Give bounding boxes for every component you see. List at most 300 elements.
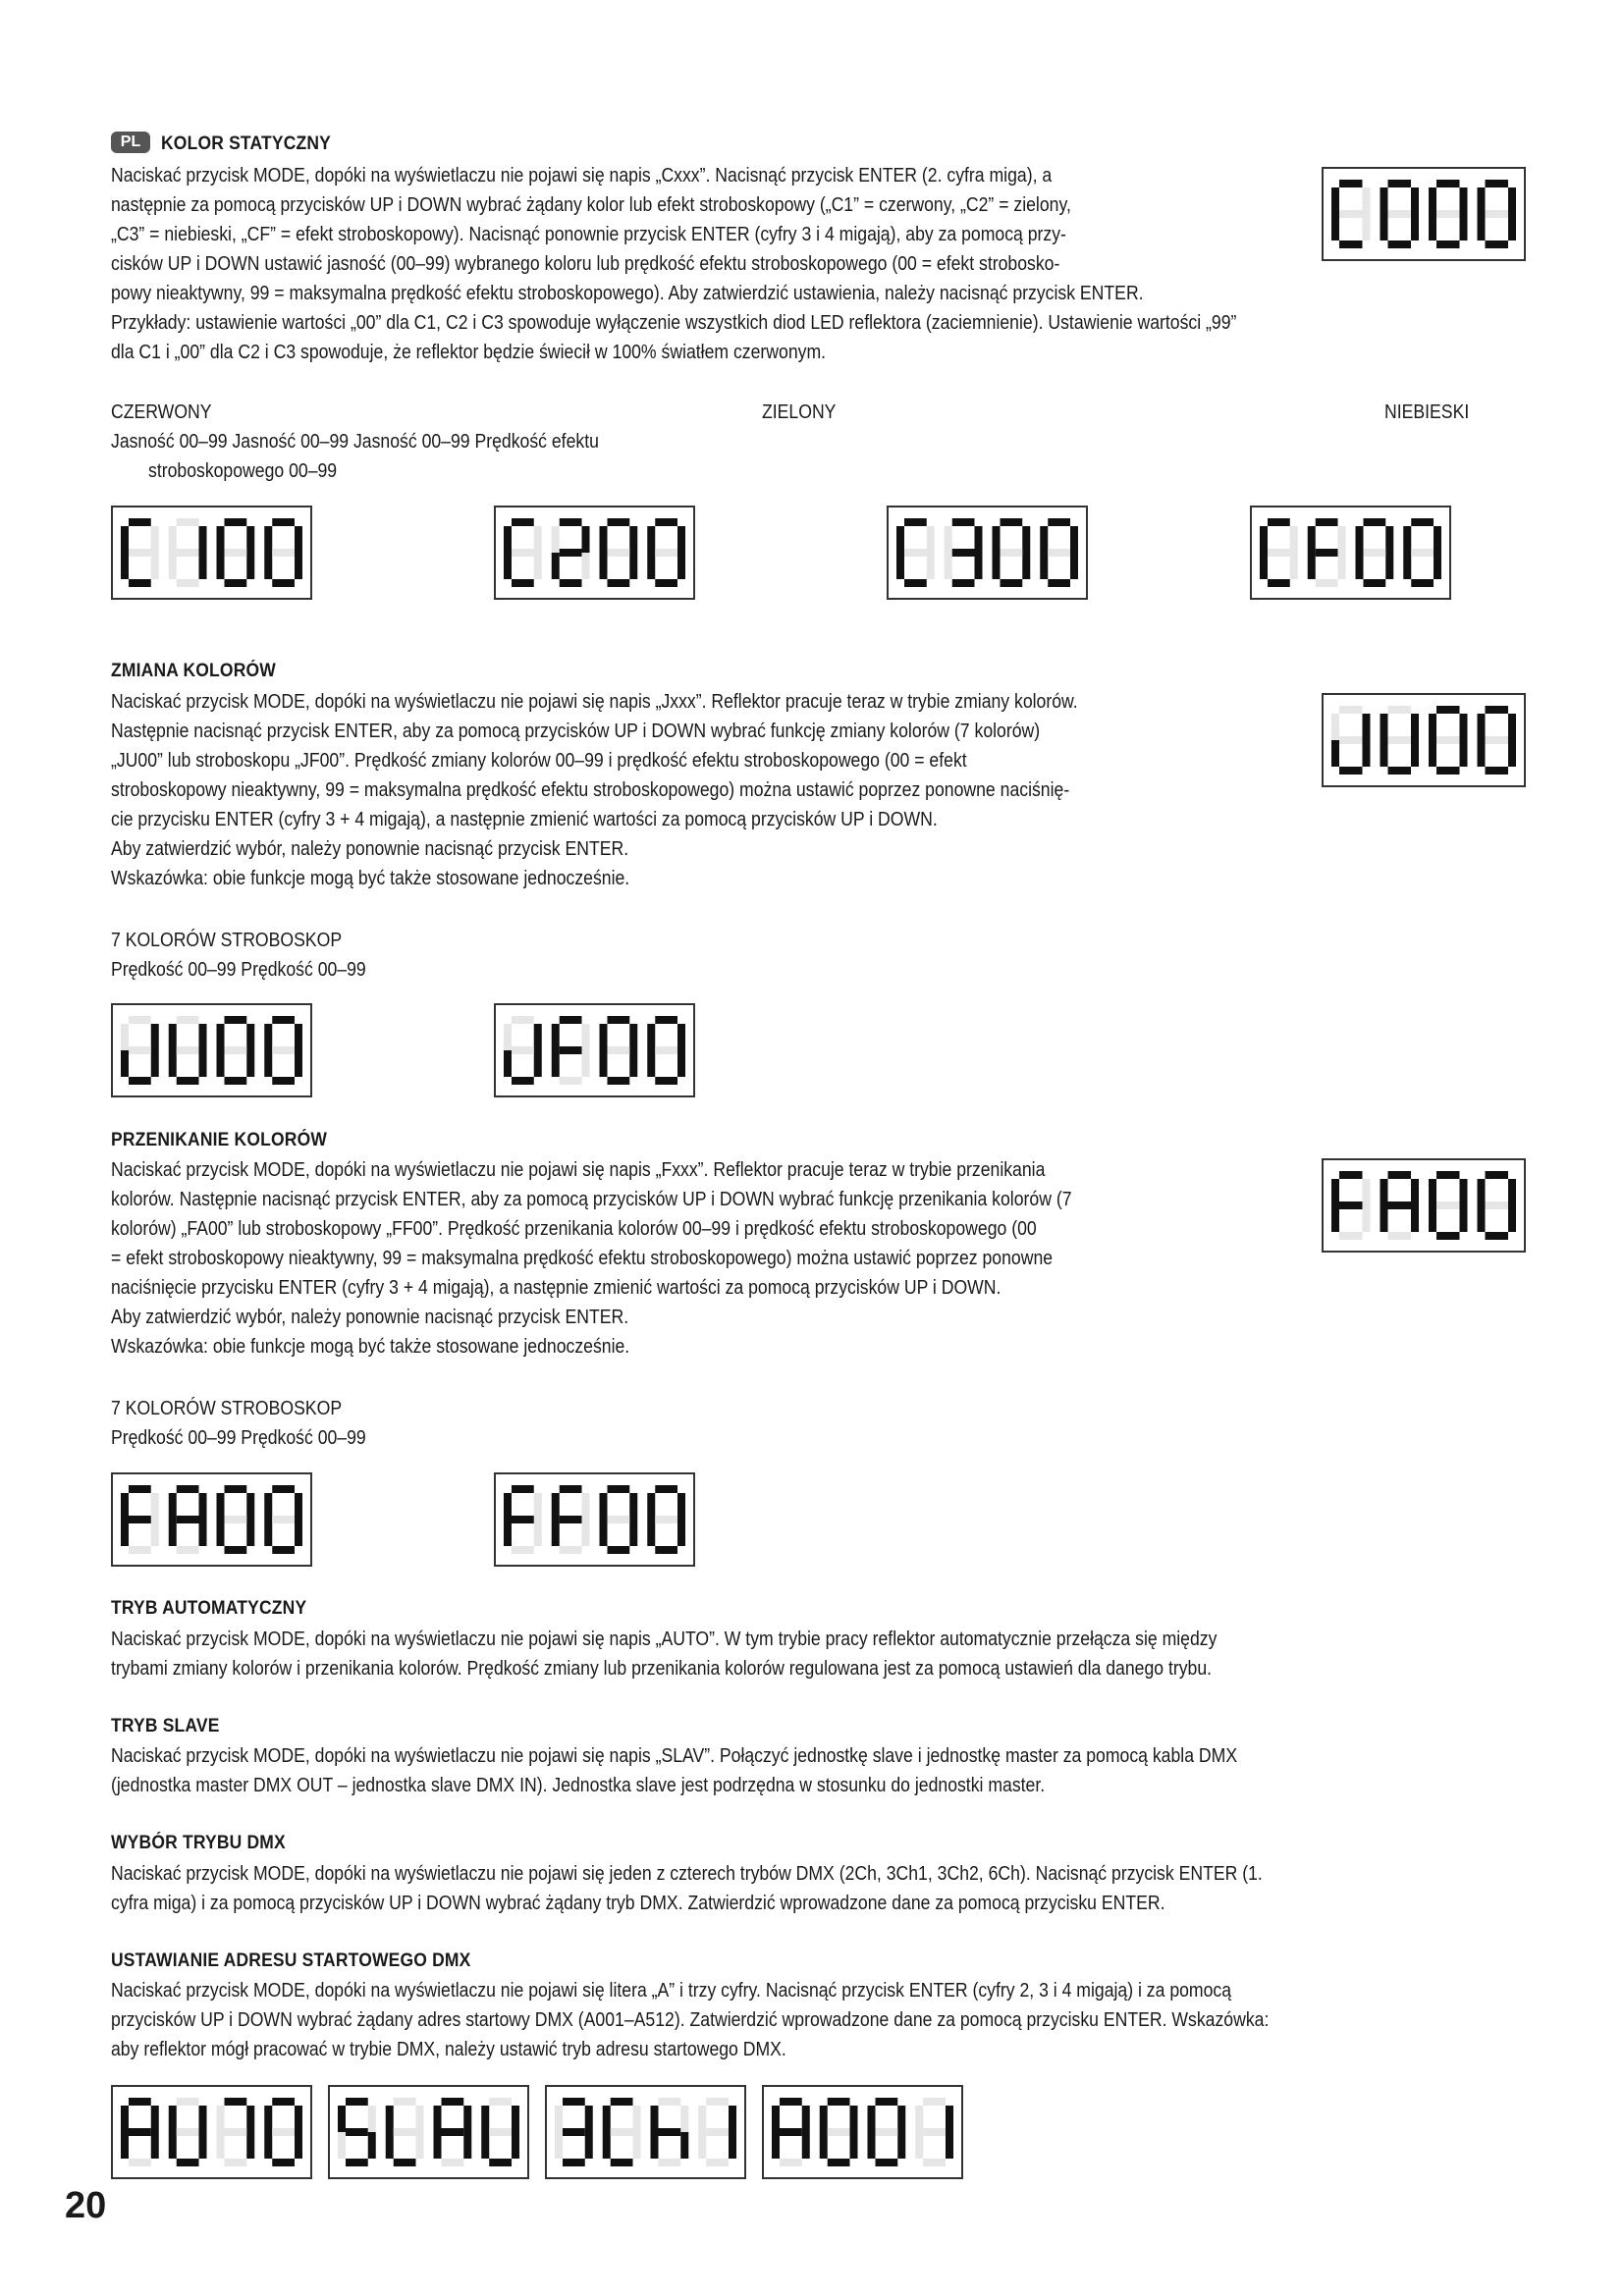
segment-f bbox=[1040, 526, 1048, 553]
label-przenikanie-speeds: Prędkość 00–99 Prędkość 00–99 bbox=[111, 1426, 366, 1449]
segment-e bbox=[264, 1520, 272, 1546]
segment-d bbox=[394, 2159, 416, 2166]
segment-f bbox=[1429, 187, 1436, 214]
segment-g bbox=[272, 549, 295, 557]
segment-c bbox=[633, 2132, 641, 2159]
segment-e bbox=[121, 1520, 129, 1546]
lcd-display-cf00 bbox=[1250, 506, 1451, 600]
lcd-digit bbox=[121, 2098, 159, 2166]
segment-a bbox=[655, 1485, 677, 1493]
segment-e bbox=[552, 1050, 560, 1077]
segment-e bbox=[945, 553, 952, 579]
segment-d bbox=[611, 2159, 633, 2166]
segment-a bbox=[225, 2098, 247, 2106]
lcd-digit bbox=[121, 1485, 159, 1554]
segment-f bbox=[1331, 1179, 1339, 1205]
segment-g bbox=[1388, 1201, 1412, 1209]
segment-c bbox=[582, 1050, 590, 1077]
segment-d bbox=[1486, 767, 1509, 774]
lcd-digit bbox=[820, 2098, 858, 2166]
segment-g bbox=[1436, 736, 1460, 744]
segment-g bbox=[225, 1516, 247, 1523]
segment-c bbox=[246, 1520, 254, 1546]
lcd-digit bbox=[600, 1485, 638, 1554]
segment-g bbox=[1316, 549, 1338, 557]
segment-d bbox=[177, 1546, 199, 1554]
segment-c bbox=[416, 2132, 424, 2159]
segment-g bbox=[1388, 210, 1412, 218]
segment-b bbox=[199, 1493, 207, 1520]
segment-g bbox=[1486, 1201, 1509, 1209]
segment-a bbox=[904, 518, 927, 526]
segment-e bbox=[121, 2132, 129, 2159]
segment-d bbox=[904, 579, 927, 587]
segment-b bbox=[199, 1024, 207, 1050]
segment-d bbox=[442, 2159, 464, 2166]
segment-d bbox=[177, 579, 199, 587]
segment-f bbox=[1478, 1179, 1486, 1205]
segment-b bbox=[1508, 714, 1516, 740]
label-niebieski: NIEBIESKI bbox=[1384, 400, 1470, 423]
segment-g bbox=[1364, 549, 1386, 557]
segment-a bbox=[442, 2098, 464, 2106]
segment-f bbox=[264, 1493, 272, 1520]
segment-f bbox=[772, 2106, 780, 2132]
segment-c bbox=[677, 1050, 685, 1077]
label-zielony: ZIELONY bbox=[762, 400, 837, 423]
segment-g bbox=[394, 2128, 416, 2136]
segment-e bbox=[772, 2132, 780, 2159]
segment-a bbox=[177, 1485, 199, 1493]
segment-e bbox=[1429, 214, 1436, 240]
segment-b bbox=[1363, 187, 1371, 214]
lcd-digit bbox=[169, 1485, 207, 1554]
segment-f bbox=[217, 1024, 225, 1050]
segment-a bbox=[512, 1016, 534, 1024]
lcd-digit bbox=[338, 2098, 376, 2166]
segment-d bbox=[272, 1077, 295, 1085]
segment-b bbox=[512, 2106, 519, 2132]
segment-b bbox=[1460, 714, 1468, 740]
segment-c bbox=[295, 2132, 302, 2159]
section-title-auto: TRYB AUTOMATYCZNY bbox=[111, 1598, 307, 1619]
segment-f bbox=[1308, 526, 1316, 553]
segment-c bbox=[629, 553, 637, 579]
segment-b bbox=[246, 2106, 254, 2132]
lcd-digit bbox=[1429, 1171, 1468, 1240]
text-line: = efekt stroboskopowy nieaktywny, 99 = maksymalna prędkość efektu stroboskopowego) można ustawić poprzez ponowne bbox=[111, 1247, 1054, 1269]
segment-f bbox=[504, 1493, 512, 1520]
lcd-digits bbox=[1252, 507, 1449, 598]
segment-f bbox=[504, 526, 512, 553]
segment-f bbox=[169, 2106, 177, 2132]
segment-d bbox=[272, 1546, 295, 1554]
text-line: Naciskać przycisk MODE, dopóki na wyświetlaczu nie pojawi się jeden z czterech trybów DMX (2Ch, 3Ch1, 3Ch2, 6Ch). Nacisnąć przycisk ENTER (1. bbox=[111, 1862, 1263, 1885]
segment-d bbox=[1339, 240, 1363, 248]
segment-f bbox=[651, 2106, 659, 2132]
segment-a bbox=[1268, 518, 1290, 526]
lcd-digit bbox=[1403, 518, 1441, 587]
text-line: Naciskać przycisk MODE, dopóki na wyświetlaczu nie pojawi się napis „AUTO”. W tym trybie pracy reflektor automatycznie przełącza się między bbox=[111, 1628, 1218, 1650]
lcd-digit bbox=[647, 1485, 685, 1554]
segment-g bbox=[512, 549, 534, 557]
section-title-kolor: KOLOR STATYCZNY bbox=[161, 133, 332, 154]
lcd-display-zmiana-header bbox=[1322, 693, 1526, 787]
lcd-digits bbox=[764, 2087, 961, 2177]
section-title-zmiana: ZMIANA KOLORÓW bbox=[111, 661, 276, 681]
segment-e bbox=[386, 2132, 394, 2159]
segment-f bbox=[1331, 187, 1339, 214]
segment-c bbox=[1508, 740, 1516, 767]
segment-g bbox=[608, 1046, 630, 1054]
lcd-digit bbox=[217, 1485, 255, 1554]
lcd-display-3ch1 bbox=[545, 2085, 746, 2179]
segment-e bbox=[915, 2132, 923, 2159]
segment-b bbox=[199, 2106, 207, 2132]
lcd-digit bbox=[1478, 180, 1517, 248]
segment-d bbox=[129, 579, 151, 587]
segment-g bbox=[560, 1516, 582, 1523]
segment-g bbox=[512, 1046, 534, 1054]
segment-c bbox=[677, 553, 685, 579]
segment-d bbox=[608, 1546, 630, 1554]
segment-b bbox=[677, 1024, 685, 1050]
lcd-digit bbox=[264, 518, 302, 587]
segment-e bbox=[896, 553, 904, 579]
segment-f bbox=[121, 1493, 129, 1520]
segment-d bbox=[1316, 579, 1338, 587]
segment-a bbox=[563, 2098, 585, 2106]
segment-d bbox=[346, 2159, 368, 2166]
segment-b bbox=[585, 2106, 593, 2132]
lcd-digit bbox=[552, 1016, 590, 1085]
segment-f bbox=[264, 2106, 272, 2132]
lcd-digit bbox=[647, 518, 685, 587]
segment-b bbox=[582, 526, 590, 553]
segment-e bbox=[651, 2132, 659, 2159]
segment-c bbox=[463, 2132, 471, 2159]
segment-d bbox=[225, 579, 247, 587]
segment-d bbox=[1388, 240, 1412, 248]
segment-d bbox=[512, 579, 534, 587]
segment-d bbox=[512, 1077, 534, 1085]
segment-b bbox=[1385, 526, 1393, 553]
segment-a bbox=[1388, 706, 1412, 714]
label-jasnosc-row: Jasność 00–99 Jasność 00–99 Jasność 00–99 Prędkość efektu bbox=[111, 430, 599, 453]
segment-e bbox=[481, 2132, 489, 2159]
lcd-digit bbox=[600, 1016, 638, 1085]
segment-e bbox=[993, 553, 1001, 579]
segment-g bbox=[1048, 549, 1070, 557]
segment-c bbox=[677, 1520, 685, 1546]
segment-g bbox=[1486, 210, 1509, 218]
lcd-digit bbox=[386, 2098, 424, 2166]
segment-g bbox=[608, 1516, 630, 1523]
segment-g bbox=[129, 549, 151, 557]
segment-b bbox=[927, 526, 935, 553]
segment-c bbox=[1022, 553, 1030, 579]
segment-d bbox=[780, 2159, 802, 2166]
segment-b bbox=[1411, 1179, 1419, 1205]
segment-f bbox=[647, 1024, 655, 1050]
segment-a bbox=[1339, 1171, 1363, 1179]
lcd-digit bbox=[1331, 706, 1371, 774]
segment-f bbox=[945, 526, 952, 553]
lcd-display-auto bbox=[111, 2085, 312, 2179]
segment-f bbox=[552, 1493, 560, 1520]
segment-b bbox=[295, 1024, 302, 1050]
segment-e bbox=[1260, 553, 1268, 579]
segment-g bbox=[177, 2128, 199, 2136]
segment-e bbox=[434, 2132, 442, 2159]
segment-g bbox=[560, 1046, 582, 1054]
segment-b bbox=[729, 2106, 736, 2132]
text-line: Następnie nacisnąć przycisk ENTER, aby za pomocą przycisków UP i DOWN wybrać funkcję zmiany kolorów (7 kolorów) bbox=[111, 720, 1041, 742]
section-title-slave: TRYB SLAVE bbox=[111, 1716, 220, 1736]
segment-a bbox=[1388, 180, 1412, 187]
segment-b bbox=[295, 526, 302, 553]
segment-b bbox=[1434, 526, 1441, 553]
segment-a bbox=[512, 1485, 534, 1493]
segment-g bbox=[1268, 549, 1290, 557]
segment-f bbox=[169, 526, 177, 553]
lcd-digit bbox=[600, 518, 638, 587]
segment-f bbox=[1429, 1179, 1436, 1205]
lcd-digit bbox=[504, 518, 542, 587]
segment-g bbox=[1436, 1201, 1460, 1209]
segment-f bbox=[217, 1493, 225, 1520]
segment-a bbox=[272, 1016, 295, 1024]
text-line: trybami zmiany kolorów i przenikania kolorów. Prędkość zmiany lub przenikania kolorów regulowana jest za pomocą ustawień dla danego trybu. bbox=[111, 1657, 1213, 1680]
segment-b bbox=[151, 1493, 159, 1520]
segment-d bbox=[177, 2159, 199, 2166]
paragraph-adres bbox=[111, 1976, 1269, 2064]
lcd-digits bbox=[496, 507, 693, 598]
segment-b bbox=[680, 2106, 688, 2132]
lcd-digit bbox=[868, 2098, 906, 2166]
segment-a bbox=[655, 518, 677, 526]
paragraph-dmx bbox=[111, 1859, 1263, 1918]
text-line: powy nieaktywny, 99 = maksymalna prędkość efektu stroboskopowego). Aby zatwierdzić ustawienia, należy nacisnąć przycisk ENTER. bbox=[111, 282, 1144, 304]
segment-d bbox=[1388, 767, 1412, 774]
segment-a bbox=[129, 1485, 151, 1493]
segment-e bbox=[600, 553, 608, 579]
segment-a bbox=[1339, 180, 1363, 187]
segment-d bbox=[272, 2159, 295, 2166]
segment-d bbox=[952, 579, 975, 587]
lcd-digit bbox=[1331, 180, 1371, 248]
segment-a bbox=[129, 2098, 151, 2106]
segment-b bbox=[677, 526, 685, 553]
section-title-adres: USTAWIANIE ADRESU STARTOWEGO DMX bbox=[111, 1950, 471, 1971]
lcd-digit bbox=[1260, 518, 1298, 587]
text-line: Naciskać przycisk MODE, dopóki na wyświetlaczu nie pojawi się napis „Jxxx”. Reflektor pracuje teraz w trybie zmiany kolorów. bbox=[111, 690, 1078, 713]
segment-d bbox=[1001, 579, 1023, 587]
segment-c bbox=[1434, 553, 1441, 579]
lcd-digit bbox=[1380, 706, 1420, 774]
segment-d bbox=[177, 1077, 199, 1085]
lcd-digits bbox=[1324, 695, 1524, 785]
segment-a bbox=[1001, 518, 1023, 526]
segment-d bbox=[655, 1546, 677, 1554]
segment-e bbox=[552, 553, 560, 579]
segment-b bbox=[1460, 187, 1468, 214]
segment-b bbox=[975, 526, 983, 553]
segment-g bbox=[952, 549, 975, 557]
segment-d bbox=[1364, 579, 1386, 587]
segment-b bbox=[629, 526, 637, 553]
segment-c bbox=[850, 2132, 858, 2159]
segment-g bbox=[272, 2128, 295, 2136]
lcd-display-ju00 bbox=[111, 1003, 312, 1097]
segment-f bbox=[434, 2106, 442, 2132]
segment-d bbox=[706, 2159, 729, 2166]
segment-g bbox=[904, 549, 927, 557]
segment-d bbox=[923, 2159, 946, 2166]
segment-b bbox=[897, 2106, 905, 2132]
segment-e bbox=[1356, 553, 1364, 579]
segment-f bbox=[121, 526, 129, 553]
segment-a bbox=[177, 518, 199, 526]
segment-d bbox=[489, 2159, 512, 2166]
label-przenikanie-modes: 7 KOLORÓW STROBOSKOP bbox=[111, 1397, 343, 1419]
segment-d bbox=[1048, 579, 1070, 587]
segment-f bbox=[603, 2106, 611, 2132]
segment-a bbox=[225, 1485, 247, 1493]
segment-c bbox=[295, 553, 302, 579]
segment-b bbox=[629, 1024, 637, 1050]
segment-c bbox=[199, 553, 207, 579]
lcd-display-a001 bbox=[762, 2085, 963, 2179]
lcd-digits bbox=[889, 507, 1086, 598]
segment-g bbox=[1411, 549, 1434, 557]
segment-g bbox=[923, 2128, 946, 2136]
lcd-digit bbox=[217, 518, 255, 587]
segment-e bbox=[647, 553, 655, 579]
segment-c bbox=[585, 2132, 593, 2159]
segment-b bbox=[151, 2106, 159, 2132]
segment-f bbox=[1478, 187, 1486, 214]
text-line: „C3” = niebieski, „CF” = efekt stroboskopowy). Nacisnąć ponownie przycisk ENTER (cyfry 3 i 4 migają), aby za pomocą przy- bbox=[111, 223, 1066, 245]
segment-e bbox=[217, 1050, 225, 1077]
segment-g bbox=[1001, 549, 1023, 557]
segment-e bbox=[217, 1520, 225, 1546]
lcd-digit bbox=[945, 518, 983, 587]
text-line: „JU00” lub stroboskopu „JF00”. Prędkość zmiany kolorów 00–99 i prędkość efektu stroboskopowego (00 = efekt bbox=[111, 749, 967, 772]
segment-f bbox=[555, 2106, 563, 2132]
segment-e bbox=[1380, 214, 1388, 240]
segment-e bbox=[264, 2132, 272, 2159]
segment-d bbox=[608, 579, 630, 587]
segment-a bbox=[659, 2098, 681, 2106]
segment-g bbox=[272, 1046, 295, 1054]
lcd-display-kolor-header bbox=[1322, 167, 1526, 261]
segment-b bbox=[1363, 1179, 1371, 1205]
segment-c bbox=[946, 2132, 953, 2159]
segment-g bbox=[272, 1516, 295, 1523]
segment-a bbox=[272, 1485, 295, 1493]
segment-e bbox=[1478, 214, 1486, 240]
lcd-display-c300 bbox=[887, 506, 1088, 600]
text-line: cie przycisku ENTER (cyfry 3 + 4 migają), a następnie zmienić wartości za pomocą przycisków UP i DOWN. bbox=[111, 808, 938, 830]
segment-b bbox=[151, 526, 159, 553]
text-line: przycisków UP i DOWN wybrać żądany adres startowy DMX (A001–A512). Zatwierdzić wprowadzone dane za pomocą przycisku ENTER. Wskazówka: bbox=[111, 2008, 1270, 2031]
segment-f bbox=[552, 526, 560, 553]
segment-c bbox=[1070, 553, 1078, 579]
segment-d bbox=[655, 579, 677, 587]
segment-g bbox=[346, 2128, 368, 2136]
segment-g bbox=[1388, 736, 1412, 744]
segment-a bbox=[346, 2098, 368, 2106]
language-badge: PL bbox=[111, 132, 150, 153]
text-line: następnie za pomocą przycisków UP i DOWN wybrać żądany kolor lub efekt stroboskopowy („C1” = czerwony, „C2” = zielony, bbox=[111, 193, 1071, 216]
segment-e bbox=[647, 1050, 655, 1077]
lcd-display-fa00 bbox=[111, 1472, 312, 1567]
label-zmiana-speeds: Prędkość 00–99 Prędkość 00–99 bbox=[111, 958, 366, 981]
segment-e bbox=[600, 1050, 608, 1077]
segment-f bbox=[1403, 526, 1411, 553]
segment-e bbox=[169, 1050, 177, 1077]
text-line: Aby zatwierdzić wybór, należy ponownie nacisnąć przycisk ENTER. bbox=[111, 1306, 629, 1328]
text-line: Naciskać przycisk MODE, dopóki na wyświetlaczu nie pojawi się napis „Fxxx”. Reflektor pracuje teraz w trybie przenikania bbox=[111, 1158, 1046, 1181]
text-line: aby reflektor mógł pracować w trybie DMX, należy ustawić tryb adresu startowego DMX. bbox=[111, 2038, 786, 2060]
segment-c bbox=[1460, 1205, 1468, 1232]
segment-f bbox=[481, 2106, 489, 2132]
segment-c bbox=[1460, 214, 1468, 240]
lcd-digit bbox=[504, 1485, 542, 1554]
lcd-digits bbox=[113, 2087, 310, 2177]
segment-a bbox=[1436, 180, 1460, 187]
segment-f bbox=[600, 1493, 608, 1520]
segment-d bbox=[272, 579, 295, 587]
segment-c bbox=[151, 1520, 159, 1546]
text-line: cisków UP i DOWN ustawić jasność (00–99) wybranego koloru lub prędkość efektu stroboskopowego (00 = efekt strobosko- bbox=[111, 252, 1060, 275]
segment-d bbox=[655, 1077, 677, 1085]
segment-e bbox=[264, 1050, 272, 1077]
segment-e bbox=[1403, 553, 1411, 579]
paragraph-przenikanie bbox=[111, 1155, 1072, 1362]
segment-f bbox=[169, 1493, 177, 1520]
lcd-display-c100 bbox=[111, 506, 312, 600]
text-line: Wskazówka: obie funkcje mogą być także stosowane jednocześnie. bbox=[111, 1335, 630, 1358]
segment-c bbox=[534, 1050, 542, 1077]
lcd-digit bbox=[169, 2098, 207, 2166]
lcd-digit bbox=[264, 2098, 302, 2166]
lcd-digits bbox=[330, 2087, 527, 2177]
lcd-digit bbox=[1478, 1171, 1517, 1240]
segment-g bbox=[608, 549, 630, 557]
section-title-przenikanie: PRZENIKANIE KOLORÓW bbox=[111, 1130, 328, 1150]
segment-a bbox=[611, 2098, 633, 2106]
segment-c bbox=[151, 553, 159, 579]
segment-f bbox=[1331, 714, 1339, 740]
segment-d bbox=[129, 1546, 151, 1554]
segment-f bbox=[1356, 526, 1364, 553]
segment-d bbox=[1268, 579, 1290, 587]
lcd-digit bbox=[915, 2098, 953, 2166]
text-line: Przykłady: ustawienie wartości „00” dla C1, C2 i C3 spowoduje wyłączenie wszystkich diod LED reflektora (zaciemnienie). Ustawienie wartości „99” bbox=[111, 311, 1237, 334]
segment-g bbox=[828, 2128, 850, 2136]
segment-c bbox=[199, 1050, 207, 1077]
segment-d bbox=[876, 2159, 898, 2166]
segment-c bbox=[1411, 214, 1419, 240]
segment-g bbox=[1486, 736, 1509, 744]
segment-c bbox=[975, 553, 983, 579]
segment-f bbox=[993, 526, 1001, 553]
segment-e bbox=[121, 1050, 129, 1077]
segment-e bbox=[868, 2132, 876, 2159]
segment-g bbox=[655, 549, 677, 557]
